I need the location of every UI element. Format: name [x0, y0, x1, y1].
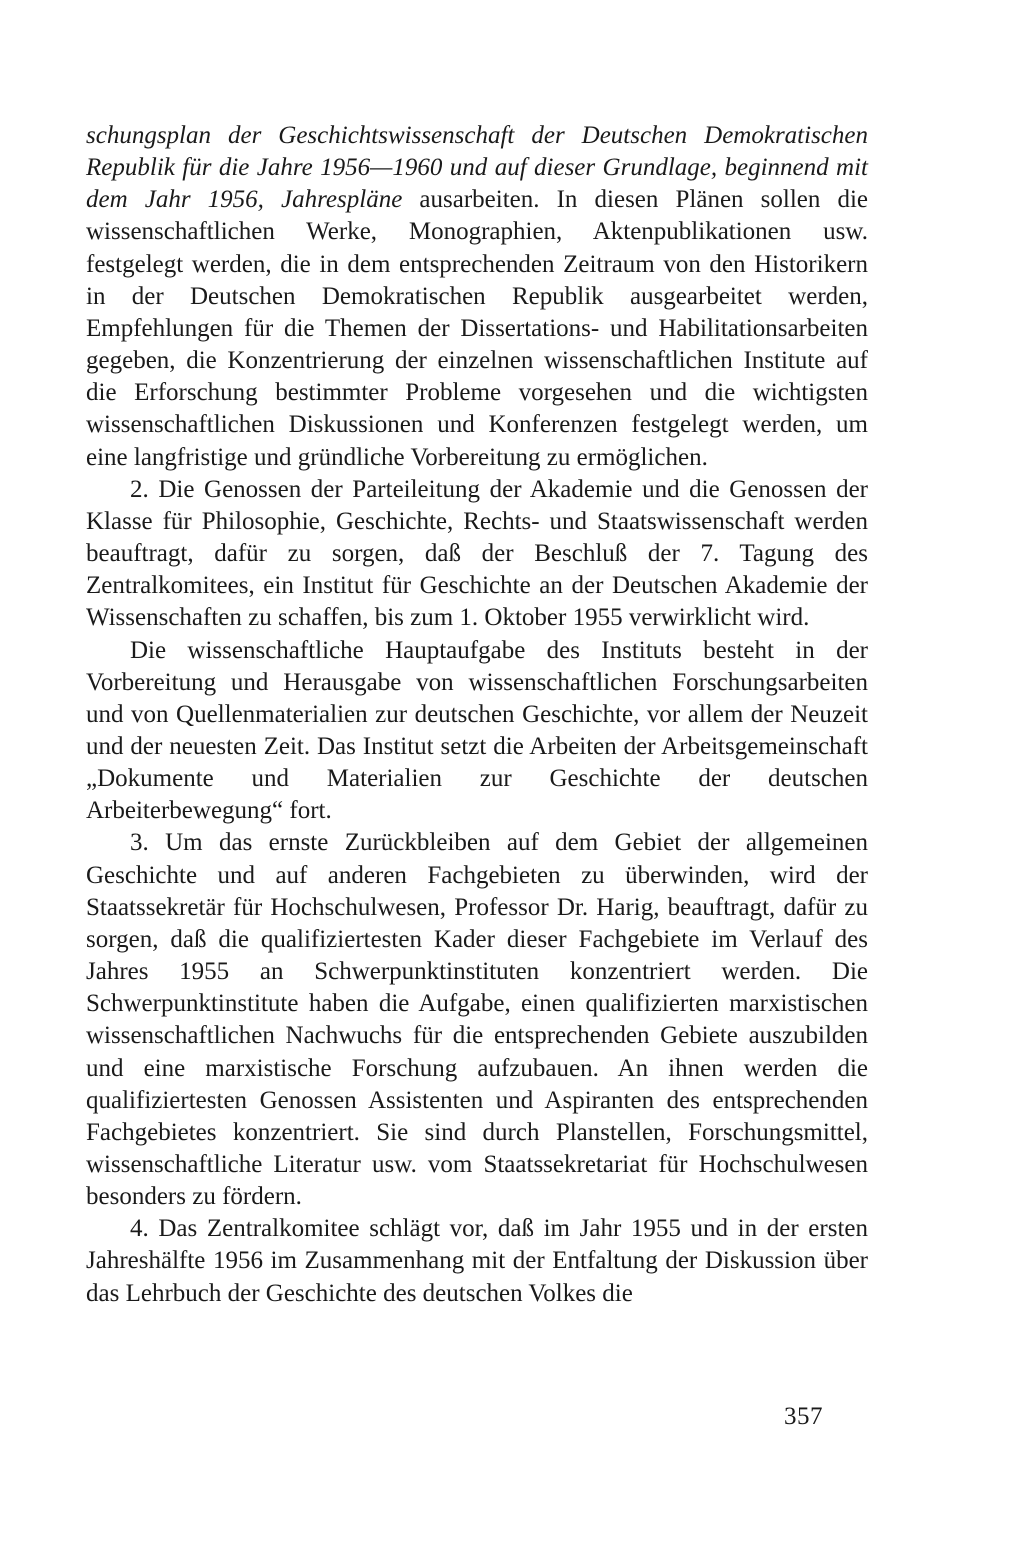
paragraph-2: 2. Die Genossen der Parteileitung der Akademie und die Genossen der Klasse für Philosophie, Geschichte, Rechts- und Staatswissenschaft werden beauftragt, dafür zu sorgen, daß der Beschluß der 7. Tagung des Zentralkomitees, ein Institut für Geschichte an der Deutschen Akademie der Wissenschaften zu schaffen, bis zum 1. Oktober 1955 verwirklicht wird.	[86, 475, 868, 632]
paragraph-4: 3. Um das ernste Zurückbleiben auf dem Gebiet der allgemeinen Geschichte und auf anderen Fachgebieten zu überwinden, wird der Staatssekretär für Hochschulwesen, Professor Dr. Harig, beauftragt, dafür zu sorgen, daß die qualifiziertesten Kader dieser Fachgebiete im Verlauf des Jahres 1955 an Schwerpunktinstituten konzentriert werden. Die Schwerpunktinstitute haben die Aufgabe, einen qualifizierten marxistischen wissenschaftlichen Nachwuchs für die entsprechenden Gebiete auszubilden und eine marxistische Forschung aufzubauen. An ihnen werden die qualifiziertesten Genossen Assistenten und Aspiranten des entsprechenden Fachgebietes konzentriert. Sie sind durch Planstellen, Forschungsmittel, wissenschaftliche Literatur usw. vom Staatssekretariat für Hochschulwesen besonders zu fördern.	[86, 829, 868, 1211]
paragraph-1-italic-lead: schungsplan der Geschichtswissenschaft der Deutschen Demokratischen Republik für die Jahre 1956—1960 und auf dieser Grundlage, beginnend mit dem Jahr 1956, Jahrespläne	[86, 122, 868, 214]
paragraph-1-text: ausarbeiten. In diesen Plänen sollen die wissenschaftlichen Werke, Monographien, Aktenpublikationen usw. festgelegt werden, die in dem entsprechenden Zeitraum von den Historikern in der Deutschen Demokratischen Republik ausgearbeitet werden, Empfehlungen für die Themen der Dissertations- und Habilitationsarbeiten gegeben, die Konzentrierung der einzelnen wissenschaftlichen Institute auf die Erforschung bestimmter Probleme vorgesehen und die wichtigsten wissenschaftlichen Diskussionen und Konferenzen festgelegt werden, um eine langfristige und gründliche Vorbereitung zu ermöglichen.	[86, 186, 869, 471]
body-text	[86, 120, 868, 1310]
paragraph-5: 4. Das Zentralkomitee schlägt vor, daß im Jahr 1955 und in der ersten Jahreshälfte 1956 im Zusammenhang mit der Entfaltung der Diskussion über das Lehrbuch der Geschichte des deutschen Volkes die	[86, 1215, 868, 1307]
paragraph-1	[86, 120, 868, 474]
page-number: 357	[784, 1403, 823, 1430]
paragraph-3: Die wissenschaftliche Hauptaufgabe des Instituts besteht in der Vorbereitung und Herausgabe von wissenschaftlichen Forschungsarbeiten und von Quellenmaterialien zur deutschen Geschichte, vor allem der Neuzeit und der neuesten Zeit. Das Institut setzt die Arbeiten der Arbeitsgemeinschaft „Dokumente und Materialien zur Geschichte der deutschen Arbeiterbewegung“ fort.	[86, 636, 868, 825]
